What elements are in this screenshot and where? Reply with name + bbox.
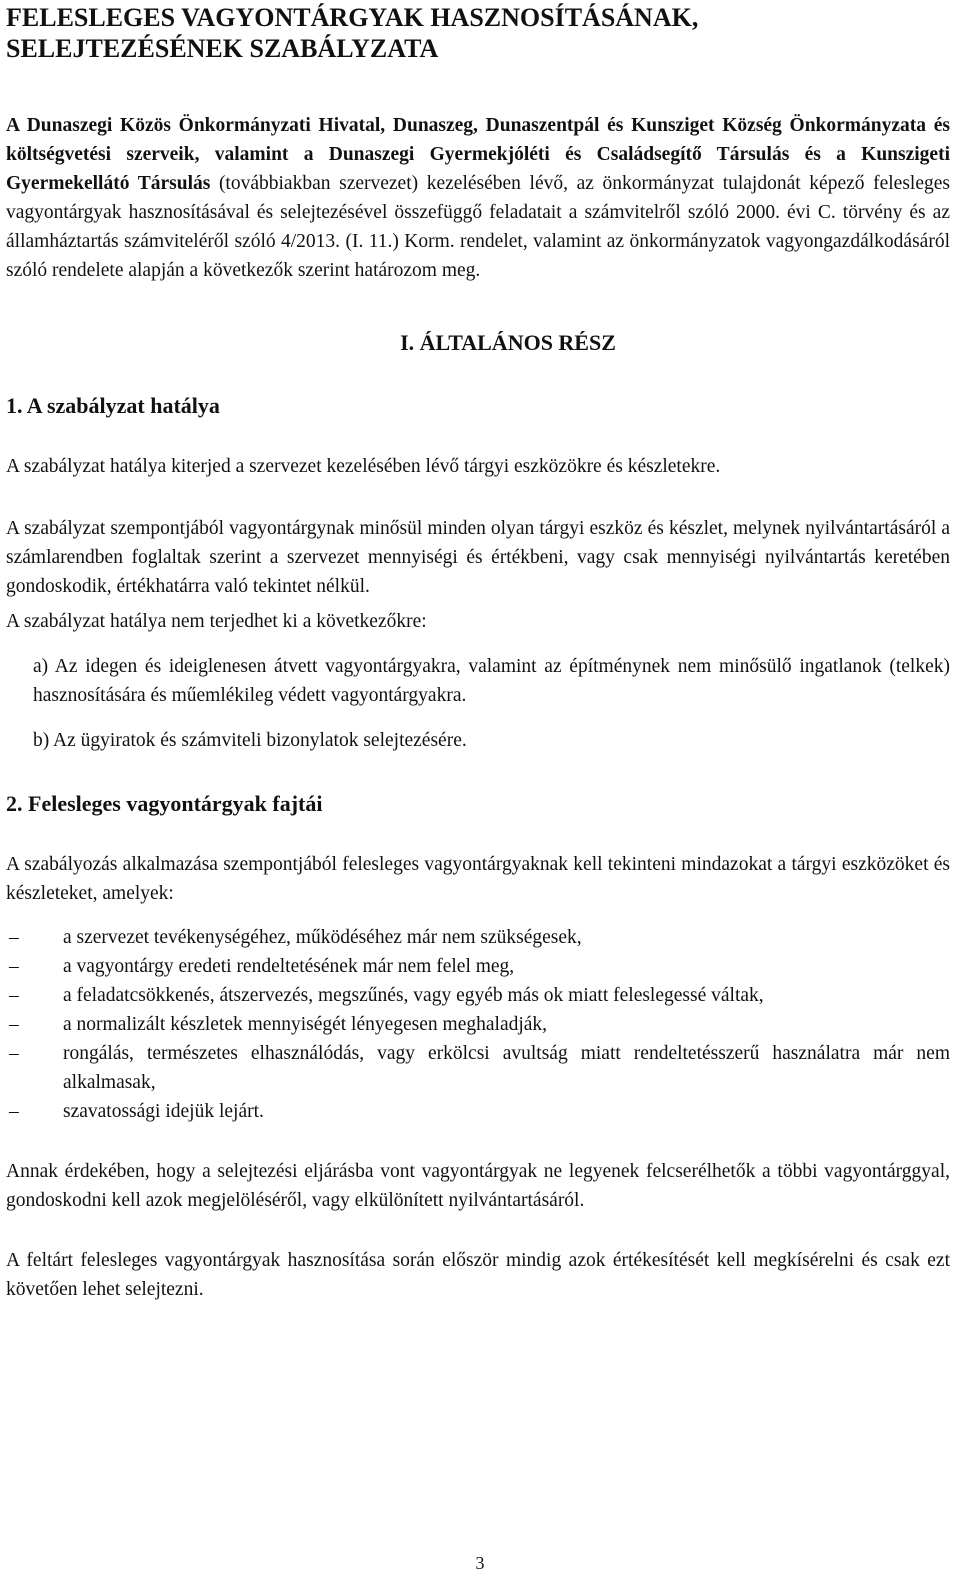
dash-bullet-icon: – [9,1014,19,1035]
list-item-text: a feladatcsökkenés, átszervezés, megszűnés, vagy egyéb más ok miatt feleslegessé váltak, [63,985,764,1006]
dash-bullet-icon: – [9,927,19,948]
dash-bullet-icon: – [9,956,19,977]
dash-bullet-icon: – [9,1101,19,1122]
exclusion-item-b: b) Az ügyiratok és számviteli bizonylatok selejtezésére. [33,730,467,751]
surplus-criteria-list [6,923,950,1126]
intro-paragraph [6,111,950,285]
page-number: 3 [475,1553,485,1573]
list-item [6,923,950,952]
list-item [6,952,950,981]
utilization-paragraph: A feltárt felesleges vagyontárgyak hasznosítása során először mindig azok értékesítését kell megkísérelni és csak ezt követően lehet selejtezni. [6,1250,950,1300]
list-item [6,1039,950,1097]
dash-bullet-icon: – [9,985,19,1006]
section-1-definition: A szabályzat szempontjából vagyontárgynak minősül minden olyan tárgyi eszköz és készlet, melynek nyilvántartásáról a számlarendben foglaltak szerint a szervezet mennyiségi és értékbeni, vagy csak mennyiségi nyilvántartás keretében gondoskodik, értékhatárra való tekintet nélkül. [6,518,950,597]
title-line-2: SELEJTEZÉSÉNEK SZABÁLYZATA [6,34,439,63]
section-1-scope: A szabályzat hatálya kiterjed a szervezet kezelésében lévő tárgyi eszközökre és készletekre. [6,456,721,477]
list-item-text: a szervezet tevékenységéhez, működéséhez már nem szükségesek, [63,927,582,948]
section-1-exclusion-intro: A szabályzat hatálya nem terjedhet ki a következőkre: [6,611,427,632]
intro-bold-text: A Dunaszegi Közös Önkormányzati Hivatal, Dunaszeg, Dunaszentpál és Kunsziget Község Önkormányzata és költségvetési szerveik, valamint a Dunaszegi Gyermekjóléti és Családsegítő Társulás és a Kunszigeti Gyermekellátó Társulás [6,115,950,194]
list-item-text: a normalizált készletek mennyiségét lényegesen meghaladják, [63,1014,548,1035]
list-item-text: szavatossági idejük lejárt. [63,1101,264,1122]
marking-paragraph: Annak érdekében, hogy a selejtezési eljárásba vont vagyontárgyak ne legyenek felcserélhetők a többi vagyontárggyal, gondoskodni kell azok megjelöléséről, vagy elkülönített nyilvántartásáról. [6,1161,950,1211]
section-1-heading: 1. A szabályzat hatálya [6,393,220,418]
list-item [6,1010,950,1039]
title-line-1: FELESLEGES VAGYONTÁRGYAK HASZNOSÍTÁSÁNAK, [6,3,699,32]
list-item-text: rongálás, természetes elhasználódás, vagy erkölcsi avultság miatt rendeltetésszerű használatra már nem alkalmasak, [63,1043,950,1093]
list-item [6,1097,950,1126]
intro-text: (továbbiakban szervezet) kezelésében lévő, az önkormányzat tulajdonát képező felesleges vagyontárgyak hasznosításával és selejtezésével összefüggő feladatait a számvitelről szóló 2000. évi C. törvény és az államháztartás számviteléről szóló 4/2013. (I. 11.) Korm. rendelet, valamint az önkormányzatok vagyongazdálkodásáról szóló rendelete alapján a következők szerint határozom meg. [6,173,950,281]
section-2-heading: 2. Felesleges vagyontárgyak fajtái [6,791,323,816]
document-page [6,0,950,1304]
document-title [6,2,950,64]
exclusion-item-a: a) Az idegen és ideiglenesen átvett vagyontárgyakra, valamint az építménynek nem minősülő ingatlanok (telkek) hasznosítására és műemlékileg védett vagyontárgyakra. [33,656,950,706]
dash-bullet-icon: – [9,1043,19,1064]
section-2-intro: A szabályozás alkalmazása szempontjából felesleges vagyontárgyaknak kell tekinteni mindazokat a tárgyi eszközöket és készleteket, amelyek: [6,854,950,904]
part-title: I. ÁLTALÁNOS RÉSZ [400,330,616,355]
list-item-text: a vagyontárgy eredeti rendeltetésének már nem felel meg, [63,956,515,977]
list-item [6,981,950,1010]
